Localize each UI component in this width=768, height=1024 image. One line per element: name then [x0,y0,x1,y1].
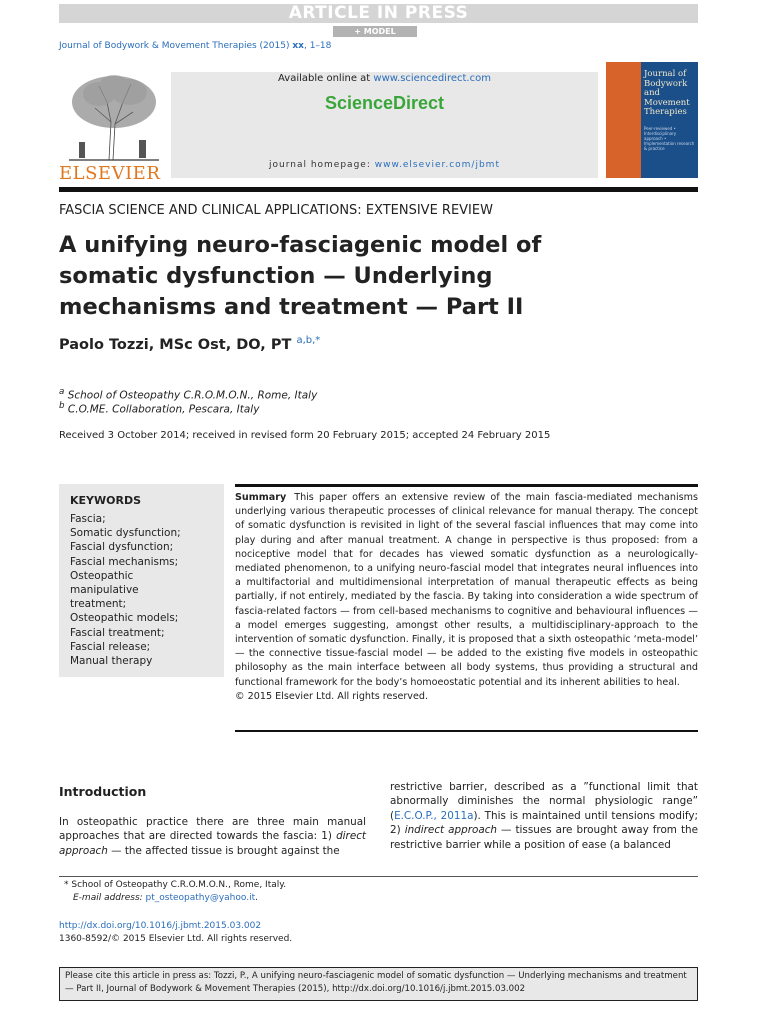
summary [235,491,698,704]
title-line: mechanisms and treatment — Part II [59,294,524,320]
title-line: somatic dysfunction — Underlying [59,263,493,289]
cover-figure [606,62,641,178]
keyword: treatment; [70,598,127,611]
email-end: . [255,893,258,903]
article-title [59,230,579,323]
keyword: Manual therapy [70,655,153,668]
keyword: manipulative [70,584,139,597]
intro-text: — tissues are brought away from the restrictive barrier while a position of ease (a balanced [390,824,699,851]
cover-title: Journal of Bodywork and Movement Therapies [644,69,690,117]
article-in-press-banner: ARTICLE IN PRESS [59,4,698,23]
journal-ref-volume: xx [292,41,304,51]
intro-emphasis: indirect approach [404,824,497,837]
journal-ref-prefix: Journal of Bodywork & Movement Therapies (2015) [59,41,293,51]
sciencedirect-logo: ScienceDirect [324,93,445,113]
summary-copyright: © 2015 Elsevier Ltd. All rights reserved. [235,690,429,702]
keywords-heading: KEYWORDS [70,494,142,507]
intro-text: ). This is maintained until tensions modify; 2) [390,809,698,837]
keyword: Fascial dysfunction; [70,541,174,554]
keyword: Osteopathic models; [70,612,179,625]
introduction-heading: Introduction [59,784,147,799]
keyword: Fascial mechanisms; [70,555,179,568]
summary-text: This paper offers an extensive review of the main fascia-mediated mechanisms underlying various therapeutic processes of clinical relevance for manual therapy. The concept of somatic dysfunction is revisited in light of the several fascial influences that may come into play during and after manual treatment. A change in perspective is thus proposed: from a nociceptive model that for decades has viewed somatic dysfunction as a neurologically-mediated phenomenon, to a unifying neuro-fascial model that integrates neural influences into a multifactorial and multidimensional interpretation of manual therapeutic effects as being partially, if not entirely, mediated by the fascia. By taking into consideration a wide spectrum of fascia-related factors — from cell-based mechanisms to cognitive and behavioural influences — a model emerges suggesting, amongst other results, a multidisciplinary-approach to the intervention of somatic dysfunction. Finally, it is proposed that a sixth osteopathic ‘meta-model’ — the connective tissue-fascial model — be added to the existing five models in osteopathic philosophy as the main interface between all body systems, thus providing a structural and functional framework for the body’s homoeostatic potential and its inherent abilities to heal. [235,492,698,688]
cover-subtitle: Peer-reviewed • Interdisciplinary approach • Implementation research & practice [644,126,695,151]
corresponding-footnote: * School of Osteopathy C.R.O.M.O.N., Rome, Italy. [64,880,287,890]
doi-link[interactable]: http://dx.doi.org/10.1016/j.jbmt.2015.03.002 [59,921,262,931]
keyword: Somatic dysfunction; [70,527,181,540]
body-column-right [390,780,698,852]
keyword: Osteopathic [70,569,134,582]
intro-emphasis: direct approach [59,830,366,857]
title-line: A unifying neuro-fasciagenic model of [59,232,542,258]
summary-top-rule [235,484,698,487]
keyword: Fascia; [70,513,106,525]
elsevier-wordmark: ELSEVIER [59,163,161,184]
header-rule [59,187,698,192]
affiliation [59,387,317,402]
affiliation-mark: b [59,401,65,411]
citation-link[interactable]: E.C.O.P., 2011a [394,809,474,822]
available-online [171,73,598,84]
keyword: Fascial treatment; [70,626,165,639]
available-prefix: Available online at [278,73,374,84]
body-column-left [59,815,366,858]
author-name: Paolo Tozzi, MSc Ost, DO, PT [59,336,297,353]
author [59,335,320,353]
journal-reference[interactable] [59,41,331,51]
summary-bottom-rule [235,730,698,732]
received-dates: Received 3 October 2014; received in revised form 20 February 2015; accepted 24 February 2015 [59,430,551,441]
journal-homepage [171,160,598,170]
summary-label: Summary [235,492,287,503]
issn-copyright: 1360-8592/© 2015 Elsevier Ltd. All rights reserved. [59,934,293,944]
section-label: FASCIA SCIENCE AND CLINICAL APPLICATIONS: EXTENSIVE REVIEW [59,203,493,218]
affiliation-text: School of Osteopathy C.R.O.M.O.N., Rome, Italy [64,389,318,402]
journal-ref-pages: , 1–18 [303,41,332,51]
keyword: Fascial release; [70,640,151,653]
journal-homepage-link[interactable]: www.elsevier.com/jbmt [374,160,500,170]
email-link[interactable]: pt_osteopathy@yahoo.it [145,893,256,903]
journal-cover-image [606,62,698,178]
footnote-rule [59,876,698,877]
author-affiliation-marks[interactable]: a,b,* [296,335,321,346]
intro-text: restrictive barrier, described as a ”functional limit that abnormally diminishes the normal physiologic range” ( [390,781,698,822]
affiliation [59,401,259,416]
affiliation-mark: a [59,387,65,397]
model-badge: + MODEL [333,26,417,37]
affiliation-text: C.O.ME. Collaboration, Pescara, Italy [64,403,260,416]
intro-text: In osteopathic practice there are three main manual approaches that are directed towards the fascia: 1) [59,816,366,843]
email-footnote [73,893,258,903]
sciencedirect-link[interactable]: www.sciencedirect.com [373,73,491,84]
keywords-list [70,512,181,668]
intro-text: — the affected tissue is brought against the [107,844,340,857]
citation-box: Please cite this article in press as: Tozzi, P., A unifying neuro-fasciagenic model of somatic dysfunction — Underlying mechanisms and treatment — Part II, Journal of Bodywork & Movement Therapies (2015), http://dx.doi.org/10.1016/j.jbmt.2015.03.002 [59,967,698,1001]
email-label: E-mail address: [73,893,146,903]
homepage-prefix: journal homepage: [269,160,375,170]
